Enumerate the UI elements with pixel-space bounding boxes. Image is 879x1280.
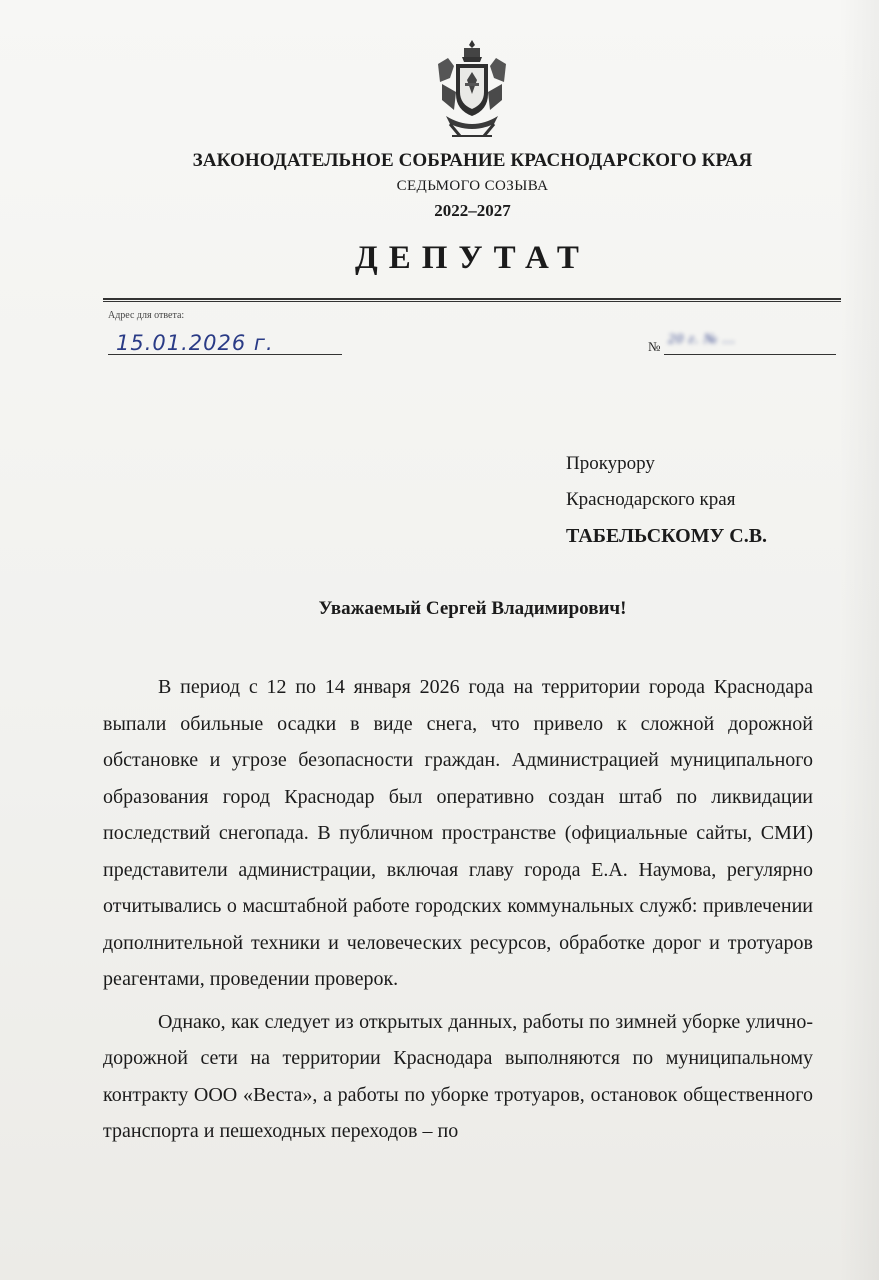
- recipient-region: Краснодарского края: [566, 489, 736, 510]
- handwritten-number-redacted: 20 г. № ...: [668, 332, 736, 347]
- term-years: 2022–2027: [434, 201, 511, 220]
- reply-address-label: Адрес для ответа:: [108, 310, 185, 321]
- convocation-label: СЕДЬМОГО СОЗЫВА: [396, 178, 549, 194]
- header-divider: [103, 298, 841, 302]
- recipient-position: Прокурору: [566, 453, 655, 474]
- number-label: №: [648, 339, 661, 354]
- date-field: [108, 331, 342, 355]
- letter-body: [103, 669, 813, 1150]
- organization-name: ЗАКОНОДАТЕЛЬНОЕ СОБРАНИЕ КРАСНОДАРСКОГО КРАЯ: [192, 150, 753, 171]
- body-paragraph: В период с 12 по 14 января 2026 года на территории города Краснодара выпали обильные осадки в виде снега, что привело к сложной дорожной обстановке и угрозе безопасности граждан. Администрацией муниципального образования город Краснодар был оперативно создан штаб по ликвидации последствий снегопада. В публичном пространстве (официальные сайты, СМИ) представители администрации, включая главу города Е.А. Наумова, регулярно отчитывались о масштабной работе городских коммунальных служб: привлечении дополнительной техники и человеческих ресурсов, обработке дорог и тротуаров реагентами, проведении проверок.: [103, 676, 813, 990]
- recipient-name: ТАБЕЛЬСКОМУ С.В.: [566, 525, 768, 547]
- number-field: [664, 332, 836, 355]
- document-title: ДЕПУТАТ: [355, 240, 590, 276]
- handwritten-date: 15.01.2026 г.: [116, 331, 274, 355]
- krasnodar-coat-of-arms-icon: [432, 38, 512, 140]
- salutation: Уважаемый Сергей Владимирович!: [318, 598, 627, 619]
- body-paragraph: Однако, как следует из открытых данных, работы по зимней уборке улично-дорожной сети на территории Краснодара выполняются по муниципальному контракту ООО «Веста», а работы по уборке тротуаров, остановок общественного транспорта и пешеходных переходов – по: [103, 1010, 813, 1142]
